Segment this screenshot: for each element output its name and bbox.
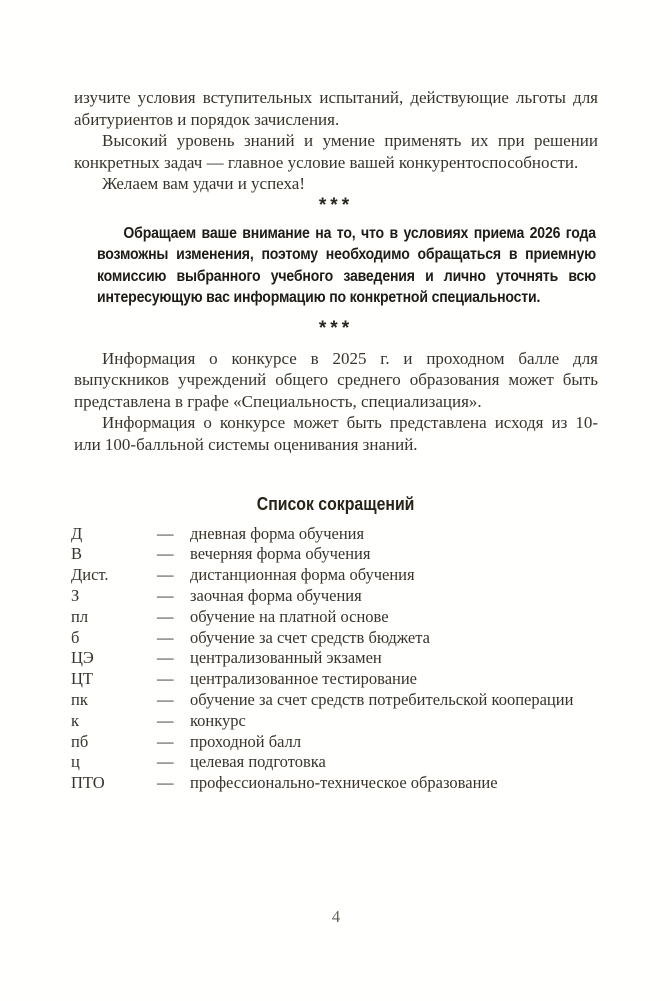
abbreviation-row bbox=[71, 711, 598, 732]
abbreviation-row bbox=[71, 607, 598, 628]
page-content bbox=[71, 87, 598, 794]
abbreviation-key: ЦТ bbox=[71, 669, 93, 689]
abbreviation-meaning: централизованное тестирование bbox=[190, 669, 417, 689]
abbreviation-row bbox=[71, 586, 598, 607]
abbreviation-meaning: обучение за счет средств потребительской кооперации bbox=[190, 689, 574, 709]
abbreviation-key: пк bbox=[71, 689, 88, 709]
abbreviation-row bbox=[71, 752, 598, 773]
abbreviation-dash: — bbox=[157, 689, 174, 709]
abbreviation-dash: — bbox=[157, 544, 174, 564]
abbreviation-meaning: проходной балл bbox=[190, 731, 302, 751]
abbreviation-meaning: дневная форма обучения bbox=[190, 523, 365, 543]
abbreviation-key: Дист. bbox=[71, 565, 109, 585]
abbreviation-row bbox=[71, 669, 598, 690]
abbreviation-dash: — bbox=[157, 752, 174, 772]
abbreviation-key: З bbox=[71, 585, 80, 605]
page-number: 4 bbox=[331, 907, 341, 926]
abbreviations-heading bbox=[74, 492, 598, 516]
abbreviation-key: к bbox=[71, 710, 80, 730]
competitiveness-paragraph: Высокий уровень знаний и умение применять их при решении конкретных задач — главное условие вашей конкурентоспособности. bbox=[74, 131, 598, 172]
abbreviation-key: ЦЭ bbox=[71, 648, 94, 668]
abbreviation-key: пл bbox=[71, 606, 89, 626]
grading-scale-paragraph: Информация о конкурсе может быть представлена исходя из 10- или 100-балльной системы оценивания знаний. bbox=[74, 413, 598, 454]
abbreviation-meaning: дистанционная форма обучения bbox=[190, 565, 415, 585]
continuation-paragraph: изучите условия вступительных испытаний, действующие льготы для абитуриентов и порядок зачисления. bbox=[74, 88, 598, 129]
abbreviation-row bbox=[71, 524, 598, 545]
abbreviations-heading-text: Список сокращений bbox=[257, 493, 415, 514]
abbreviation-row bbox=[71, 732, 598, 753]
abbreviation-dash: — bbox=[157, 585, 174, 605]
abbreviation-key: ПТО bbox=[71, 773, 105, 793]
abbreviation-row bbox=[71, 773, 598, 794]
abbreviation-row bbox=[71, 544, 598, 565]
abbreviation-meaning: профессионально-техническое образование bbox=[190, 773, 498, 793]
abbreviation-meaning: конкурс bbox=[190, 710, 246, 730]
abbreviation-row bbox=[71, 648, 598, 669]
abbreviation-key: В bbox=[71, 544, 83, 564]
abbreviation-key: ц bbox=[71, 752, 80, 772]
asterisk-separator: *** bbox=[318, 317, 354, 339]
abbreviation-dash: — bbox=[157, 669, 174, 689]
abbreviation-row bbox=[71, 690, 598, 711]
abbreviation-key: пб bbox=[71, 731, 89, 751]
abbreviation-row bbox=[71, 628, 598, 649]
abbreviation-dash: — bbox=[157, 773, 174, 793]
contest-info-paragraph: Информация о конкурсе в 2025 г. и проходном балле для выпускников учреждений общего среднего образования может быть представлена в графе «Специальность, специализация». bbox=[74, 348, 598, 411]
abbreviation-row bbox=[71, 565, 598, 586]
asterisk-separator: *** bbox=[318, 194, 354, 216]
abbreviation-dash: — bbox=[157, 710, 174, 730]
abbreviation-dash: — bbox=[157, 627, 174, 647]
abbreviation-dash: — bbox=[157, 606, 174, 626]
abbreviation-key: б bbox=[71, 627, 80, 647]
abbreviation-dash: — bbox=[157, 648, 174, 668]
abbreviation-dash: — bbox=[157, 523, 174, 543]
abbreviation-key: Д bbox=[71, 523, 83, 543]
abbreviation-meaning: заочная форма обучения bbox=[190, 585, 362, 605]
admission-notice-paragraph: Обращаем ваше внимание на то, что в условиях приема 2026 года возможны изменения, поэтому необходимо обращаться в приемную комиссию выбранного учебного заведения и лично уточнять всю интересующую вас информацию по конкретной специальности. bbox=[97, 224, 596, 307]
abbreviation-meaning: обучение за счет средств бюджета bbox=[190, 627, 430, 647]
abbreviation-dash: — bbox=[157, 565, 174, 585]
good-luck-paragraph: Желаем вам удачи и успеха! bbox=[102, 174, 305, 194]
abbreviations-list bbox=[71, 524, 598, 794]
abbreviation-meaning: целевая подготовка bbox=[190, 752, 326, 772]
abbreviation-dash: — bbox=[157, 731, 174, 751]
abbreviation-meaning: централизованный экзамен bbox=[190, 648, 382, 668]
abbreviation-meaning: обучение на платной основе bbox=[190, 606, 389, 626]
abbreviation-meaning: вечерняя форма обучения bbox=[190, 544, 371, 564]
